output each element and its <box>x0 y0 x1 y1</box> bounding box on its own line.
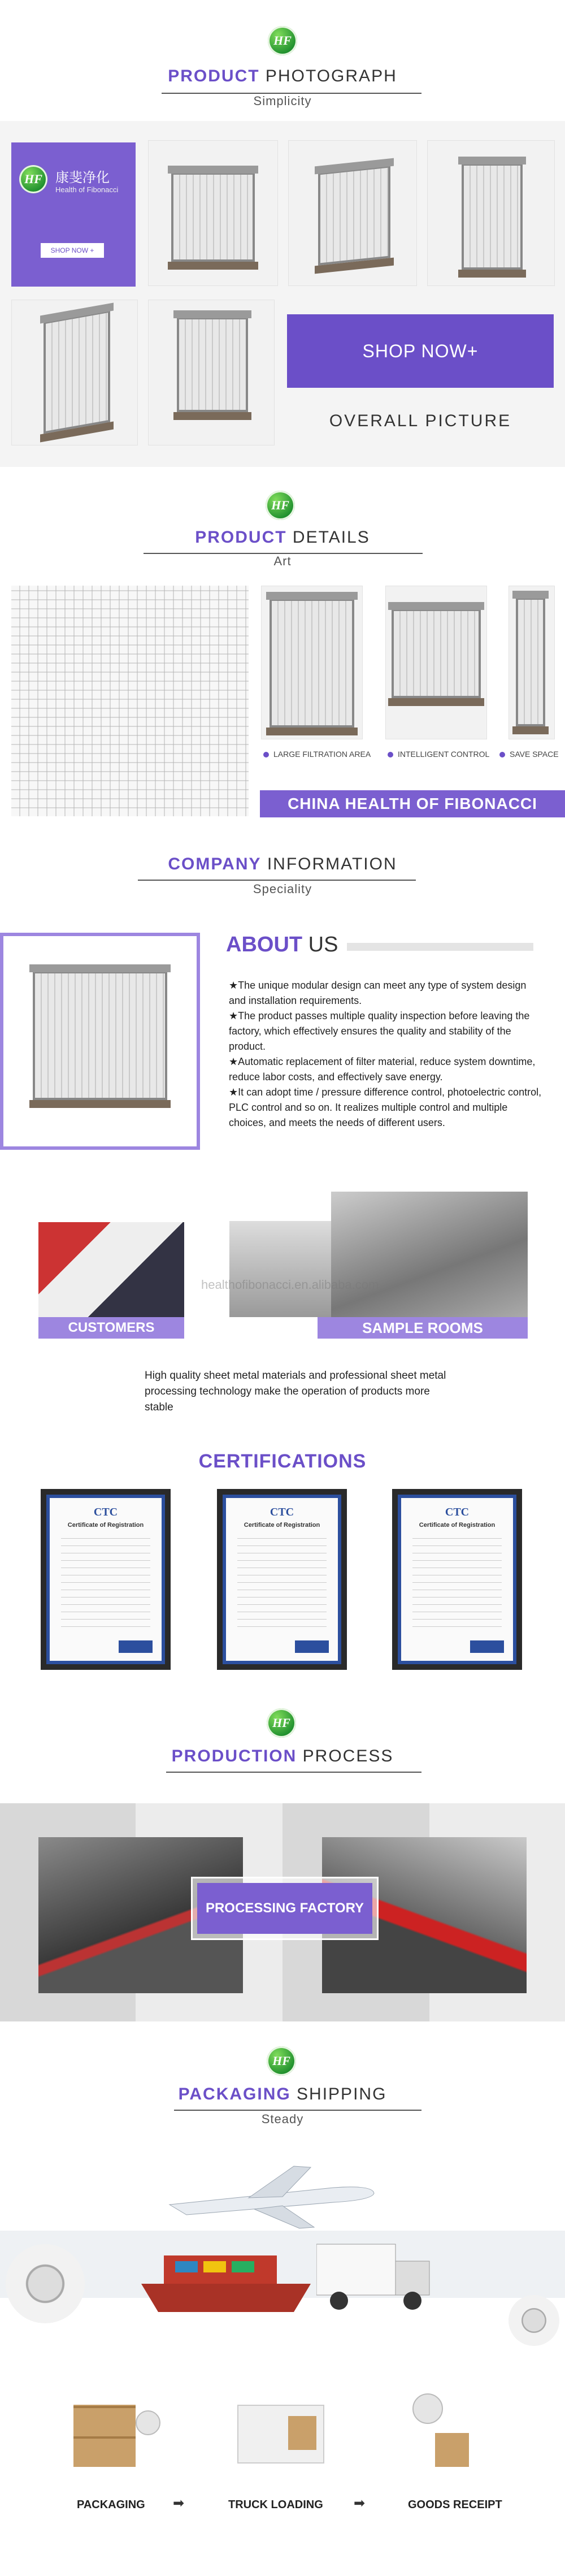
section-title-company-information: COMPANY INFORMATION <box>168 855 397 873</box>
brand-card-english: Health of Fibonacci <box>55 185 119 194</box>
feature-large-filtration: LARGE FILTRATION AREA <box>263 750 371 759</box>
about-paragraph: ★It can adopt time / pressure difference control, photoelectric control, PLC control and so on. It realizes multiple control and multiple choices, and meets the needs of different users. <box>229 1086 542 1128</box>
shipping-illustration <box>0 2154 565 2346</box>
subtitle-art: Art <box>273 554 292 568</box>
detail-photo-filtration <box>261 586 363 739</box>
product-photo-5 <box>148 300 275 445</box>
sample-room-photo-1 <box>229 1221 331 1317</box>
bullet-dot-icon <box>263 752 269 757</box>
about-paragraph: ★The unique modular design can meet any type of system design and installation requirements. <box>229 980 527 1006</box>
step-packaging: PACKAGING <box>77 2499 145 2511</box>
seal-icon <box>470 1640 504 1653</box>
product-photo-2 <box>288 140 417 286</box>
feature-save-space: SAVE SPACE <box>499 750 559 759</box>
title-underline <box>138 880 416 881</box>
brand-card-logo: HF <box>19 165 47 193</box>
cabinet-image <box>318 165 390 265</box>
brand-card <box>11 142 136 287</box>
customers-label: CUSTOMERS <box>38 1317 184 1339</box>
about-title: ABOUT US <box>226 933 338 956</box>
product-photo-1 <box>148 140 278 286</box>
map-scroll-left <box>6 2244 85 2323</box>
arrow-right-icon: ➡ <box>173 2496 185 2511</box>
brand-banner: CHINA HEALTH OF FIBONACCI <box>260 790 565 817</box>
section-title-product-photograph: PRODUCT PHOTOGRAPH <box>168 67 397 85</box>
truck-icon <box>316 2239 441 2318</box>
step-goods-receipt: GOODS RECEIPT <box>408 2499 502 2511</box>
certificate-2: CTC Certificate of Registration <box>217 1489 347 1670</box>
seal-icon <box>119 1640 153 1653</box>
airplane-icon <box>164 2165 379 2233</box>
seal-icon <box>295 1640 329 1653</box>
certifications-title: CERTIFICATIONS <box>198 1451 367 1472</box>
subtitle-simplicity: Simplicity <box>253 94 312 108</box>
title-underline <box>174 2110 421 2111</box>
brand-card-shop-button[interactable]: SHOP NOW + <box>41 243 104 258</box>
subtitle-speciality: Speciality <box>253 882 312 896</box>
brand-logo: HF <box>267 2046 296 2076</box>
about-title-bar <box>347 943 533 951</box>
filter-mesh-photo <box>11 586 249 816</box>
about-paragraph: ★Automatic replacement of filter material, reduce system downtime, reduce labor costs, and effectively save energy. <box>229 1056 536 1083</box>
brand-logo: HF <box>267 1708 296 1738</box>
cabinet-image <box>44 310 110 434</box>
subtitle-steady: Steady <box>261 2112 304 2126</box>
arrow-right-icon: ➡ <box>354 2496 366 2511</box>
product-photo-3 <box>427 140 555 286</box>
processing-factory-frame <box>191 1877 379 1940</box>
brand-card-chinese: 康斐净化 <box>55 170 110 185</box>
product-photo-4 <box>11 300 138 445</box>
about-paragraph: ★The product passes multiple quality inspection before leaving the factory, which effectively ensures the quality and stability of the product. <box>229 1010 530 1052</box>
detail-photo-control <box>385 586 487 739</box>
about-photo-frame <box>0 933 200 1150</box>
certificate-1: CTC Certificate of Registration <box>41 1489 171 1670</box>
section-title-packaging-shipping: PACKAGING SHIPPING <box>178 2085 387 2103</box>
about-text <box>229 978 545 1131</box>
feature-intelligent-control: INTELLIGENT CONTROL <box>388 750 489 759</box>
sample-rooms-label: SAMPLE ROOMS <box>318 1317 528 1339</box>
sample-room-photo-2 <box>331 1192 528 1317</box>
cabinet-image <box>33 971 167 1100</box>
processing-factory-label: PROCESSING FACTORY <box>197 1883 372 1934</box>
map-scroll-right <box>508 2295 559 2346</box>
watermark: healthofibonacci.en.alibaba.com <box>201 1278 379 1292</box>
sheet-metal-text: High quality sheet metal materials and professional sheet metal processing technology make the operation of products more stable <box>145 1370 446 1413</box>
brand-logo: HF <box>268 26 297 55</box>
bullet-dot-icon <box>388 752 393 757</box>
packaging-icon <box>68 2393 169 2478</box>
certificate-3: CTC Certificate of Registration <box>392 1489 522 1670</box>
shop-now-button[interactable]: SHOP NOW+ <box>287 314 554 388</box>
cabinet-image <box>177 317 248 412</box>
cabinet-image <box>462 163 523 270</box>
overall-picture-label: OVERALL PICTURE <box>329 412 512 430</box>
cabinet-image <box>171 172 255 262</box>
detail-photo-space <box>508 586 555 739</box>
title-underline <box>166 1772 421 1773</box>
truck-loading-icon <box>232 2393 345 2478</box>
cargo-ship-icon <box>141 2244 322 2318</box>
customers-photo <box>38 1222 184 1317</box>
brand-logo: HF <box>266 491 295 520</box>
section-title-product-details: PRODUCT DETAILS <box>195 528 370 547</box>
step-truck-loading: TRUCK LOADING <box>228 2499 323 2511</box>
section-title-production-process: PRODUCTION PROCESS <box>171 1747 394 1765</box>
bullet-dot-icon <box>499 752 505 757</box>
goods-receipt-icon <box>395 2388 508 2484</box>
